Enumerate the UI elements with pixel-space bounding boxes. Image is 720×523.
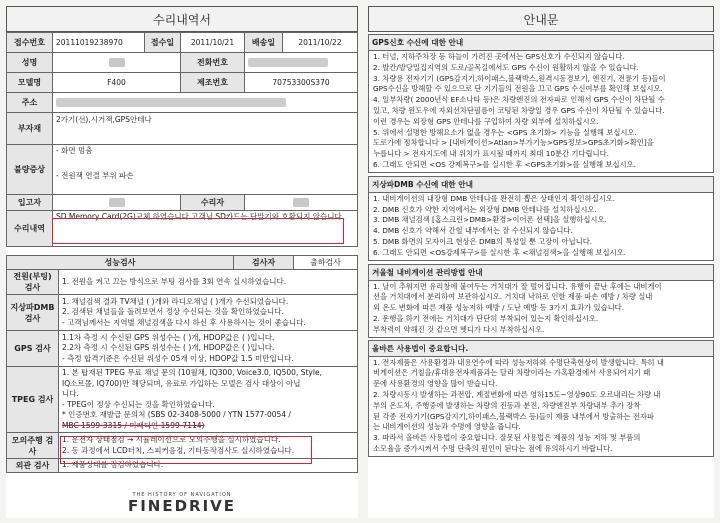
address-label: 주소 [7, 93, 53, 113]
check-line: * 인증번호 재발급 문의처 (SBS 02-3408-5000 / YTN 1577-0054 / [62, 410, 291, 419]
notice-line: 문에 사용환경의 영향을 많이 받습니다. [373, 379, 498, 389]
simulation-check-highlight [60, 436, 312, 464]
notice-line: 션을 거치대에서 분리하여 보관하십시오. 거치대 낙하로 인한 제품 파손 예방 / 차량 실내 [373, 292, 653, 302]
dmb-check-label: 지상파DMB 검사 [7, 295, 59, 331]
notice-title: 안내문 [368, 6, 714, 32]
power-check-text [59, 270, 358, 295]
check-line: 2. 검색된 채널들을 돌려보면서 정상 수신되는 것을 확인하였습니다. [62, 307, 284, 317]
ship-date: 2011/10/22 [283, 33, 358, 53]
phone-value-redacted [245, 53, 358, 73]
parts-value: 2가기(선),시거잭,GPS안테나 [53, 113, 358, 145]
repairer-value-redacted [245, 195, 358, 211]
brand-tagline: THE HISTORY OF NAVIGATION [132, 492, 232, 498]
check-line: - 측정 합격기준은 수신된 위성수 05개 이상, HDOP값 1.5 미만입니다. [62, 353, 294, 363]
release-check-header: 출하검사 [294, 256, 358, 270]
repair-detail-highlight [52, 218, 344, 244]
receiver-label: 입고자 [7, 195, 53, 211]
check-line: - TPEG이 정상 수신되는 것을 확인하였습니다. [62, 399, 215, 409]
notice-line: 2. 차량시동시 발생하는 과전압, 계절변화에 따른 영하15도~영상90도 오르내리는 차량 내 [373, 389, 661, 399]
notice-line: 1. 전자제품은 사용환경과 내용연수에 따라 성능저하와 수명단축현상이 발생합니다. 특히 내 [373, 357, 664, 367]
check-line: IQ소르몰, IQ700)만 해당되며, 유료로 가입하는 모델은 검사 대상이 아닙 [62, 378, 301, 388]
usage-notice-body [368, 357, 714, 457]
exterior-check-label: 외관 검사 [7, 459, 59, 473]
check-line: 1.1차 측정 시 수신된 GPS 위성수는 ( )개, HDOP값은 ( )입니다. [62, 332, 275, 342]
repairer-label: 수리자 [181, 195, 245, 211]
notice-line: 3. DMB 채널검색 [홈스크린>DMB>환경>이어폰 선택]을 실행하십시오. [373, 215, 607, 225]
winter-care-body [368, 281, 714, 338]
receiver-value-redacted [53, 195, 181, 211]
notice-line: 3. 따라서 올바른 사용법이 중요합니다. 잘못된 사용법은 제품의 성능 저하 및 부품의 [373, 433, 641, 443]
address-value-redacted [53, 93, 358, 113]
notice-line: 1. 내비게이션의 내장형 DMB 안테나를 완전히 뽑은 상태인지 확인하십시오. [373, 193, 616, 203]
receipt-date-label: 접수일 [145, 33, 181, 53]
perf-check-header: 성능검사 [7, 256, 234, 270]
receipt-date: 2011/10/21 [181, 33, 245, 53]
tpeg-check-label: TPEG 검사 [7, 367, 59, 433]
ship-date-label: 배송일 [245, 33, 283, 53]
notice-sheet [368, 6, 714, 518]
check-line: 니다. [62, 389, 79, 398]
gps-notice-body [368, 51, 714, 173]
notice-line: 5. 위에서 설명한 방해요소가 없을 경우는 <GPS 초기화> 기능을 실행해 보십시오. [373, 127, 637, 137]
notice-line: 4. 일부차량( 2000년식 EF소나타 등)은 차량엔진의 전자파로 인해서 GPS 수신이 차단될 수 [373, 95, 665, 105]
notice-line: 도로가에 정차합니다 > [내비게이션>Atlan>부가기능>GPS정보>GPS초기화>확인]을 [373, 138, 654, 148]
tpeg-check-text [59, 367, 358, 433]
repair-detail-value: SD Memory Card(2G)교체 하였습니다.고객님 SD카드는 단말기와 호환되지 않습니다. [53, 211, 358, 247]
dmb-check-text [59, 295, 358, 331]
notice-line: 는 내비게이션의 성능과 수명에 영향을 줍니다. [373, 422, 521, 432]
winter-care-title: 겨울철 내비게이션 관리방법 안내 [368, 264, 714, 281]
notice-line: 있고, 차량 윈도우에 자외선차단필름이 코팅된 차량일 경우 GPS 수신이 차단될 수 있습니다. [373, 105, 665, 115]
notice-line: 2. 운행을 하기 전에는 거치대가 단단히 부착되어 있는지 확인하십시오. [373, 313, 599, 323]
repair-detail-label: 수리내역 [7, 211, 53, 247]
name-value-redacted [53, 53, 181, 73]
notice-line: 누릅니다 > 전자지도에 내 위치가 표시될 때까지 최대 10분간 기다립니다. [373, 149, 609, 159]
gps-check-text [59, 331, 358, 367]
model-value: F400 [53, 73, 181, 93]
symptom-value [53, 145, 358, 195]
notice-line: 3. 차량용 전자기기 (GPS감지기,하이패스,블랙박스,원격시동경보기, 엔진기, 전륜기 등)들이 [373, 73, 666, 83]
power-check-label: 전원(부팅) 검사 [7, 270, 59, 295]
notice-line: 5. DMB 화면의 모자이크 현상은 DMB의 특성일 뿐 고장이 아닙니다. [373, 236, 593, 246]
notice-line: 부의 온도차, 주행중에 발생하는 차량의 진동과 분진, 차량엔진부 차량내부 추가 장착 [373, 400, 641, 410]
receipt-no: 20111019238970 [53, 33, 145, 53]
notice-line: 부착력이 약해진 것 같으면 헷디가 다시 부착하십시오. [373, 324, 545, 334]
check-line: 1. 제품상태를 점검하였습니다. [62, 460, 164, 470]
notice-line: 외 온도 변화에 따른 제품 성능저하 예방 / 도난 예방 등 3가지 효과가 있습니다. [373, 303, 625, 313]
notice-line: 된 각종 전자기기(GPS감지기,하이패스,블랙박스 등)들이 제품 내부에서 방출하는 전자파 [373, 411, 654, 421]
check-line: 1. 본 탑재된 TPEG 무료 채널 문의 (10월채, IQ300, Voice3.0, IQ500, Style, [62, 368, 322, 377]
usage-notice-title: 올바른 사용법이 중요합니다. [368, 340, 714, 357]
check-line: MBC 1599-3315 / 미래디언 1599-7114) [62, 420, 205, 430]
check-line: 2.2차 측정 시 수신된 GPS 위성수는 ( )개, HDOP값은 ( )입니다. [62, 343, 275, 353]
notice-line: 6. 그래도 안되면 <OS강제복구>를 실시한 후 <채널검색>을 실행해 보십시오. [373, 247, 626, 257]
model-label: 모델명 [7, 73, 53, 93]
repair-report-title: 수리내역서 [6, 6, 358, 32]
check-line: 2. 동 과정에서 LCD터치, 스피커음정, 기타동작검사도 실시하였습니다. [62, 445, 295, 455]
symptom-label: 불량증상 [7, 145, 53, 195]
parts-label: 부자재 [7, 113, 53, 145]
notice-line: 비게이션은 거칠을/휴대용전자제품과는 달리 차량이라는 가혹환경에서 사용되어지기 때 [373, 368, 651, 378]
dmb-notice-title: 지상파DMB 수신에 대한 안내 [368, 176, 714, 193]
gps-notice-title: GPS신호 수신에 대한 안내 [368, 34, 714, 51]
phone-label: 전화번호 [181, 53, 245, 73]
check-line: 1. 전원을 켜고 끄는 방식으로 부팅 검사를 3회 연속 실시하였습니다. [62, 276, 287, 286]
simulation-check-label: 모의주행 검사 [7, 433, 59, 459]
check-line: - 고객님께서는 지역별 채널검색을 다시 하신 후 사용하시는 것이 좋습니다. [62, 317, 306, 327]
symptom-line: - 전원잭 연결 부위 파손 [56, 170, 134, 180]
notice-line: 1. 날이 추워지면 유리창에 붙여두는 거치대가 잘 떨어집니다. 유행이 끝난 후에는 내비게이 [373, 281, 662, 291]
dmb-notice-body [368, 193, 714, 261]
name-label: 성명 [7, 53, 53, 73]
receipt-no-label: 접수번호 [7, 33, 53, 53]
brand-footer [6, 492, 358, 514]
brand-logo: FINEDRIVE [127, 497, 237, 515]
notice-line: 2. 발칸/발당밀집지역의 도로/골목길에서도 GPS 수신이 원활하지 않을 수 있습니다. [373, 62, 639, 72]
notice-line: 1. 터널, 지하주차장 등 하늘이 가려진 곳에서는 GPS신호가 수신되지 않습니다. [373, 52, 625, 61]
inspector-header: 검사자 [234, 256, 294, 270]
repair-info-table [6, 32, 358, 247]
notice-line: 2. DMB 신호가 약한 지역에서는 외장형 DMB 안테나를 설치하십시오. [373, 204, 597, 214]
notice-line: 6. 그래도 안되면 <OS 강제복구>를 실시한 후 <GPS초기화>를 실행해 보십시오. [373, 159, 636, 169]
serial-value: 70753300S370 [245, 73, 358, 93]
symptom-line: - 화면 멈춤 [56, 146, 93, 155]
gps-check-label: GPS 검사 [7, 331, 59, 367]
check-line: 1. 운전자 상태점검 → 시뮬레이션으로 모의주행을 실시하였습니다. [62, 435, 281, 444]
notice-line: 이런 경우는 외장형 GPS 안테나를 구입하여 차량 외부에 설치하십시오. [373, 116, 599, 126]
notice-line: 소모율을 증가시켜서 수명 단축의 원인이 된다는 점에 유의하시기 바랍니다. [373, 443, 613, 453]
serial-label: 제조번호 [181, 73, 245, 93]
notice-line: GPS수신을 방해할 수 있으므로 단 기기들의 전원을 끄고 GPS 수신여부를 확인해 보십시오. [373, 84, 663, 94]
check-line: 1. 채널검색 결과 TV채널 ( )개와 라디오채널 ( )개가 수신되었습니다. [62, 296, 289, 306]
notice-line: 4. DMB 신호가 약해서 간헐 내부에서는 잘 수신되지 않습니다. [373, 226, 573, 236]
